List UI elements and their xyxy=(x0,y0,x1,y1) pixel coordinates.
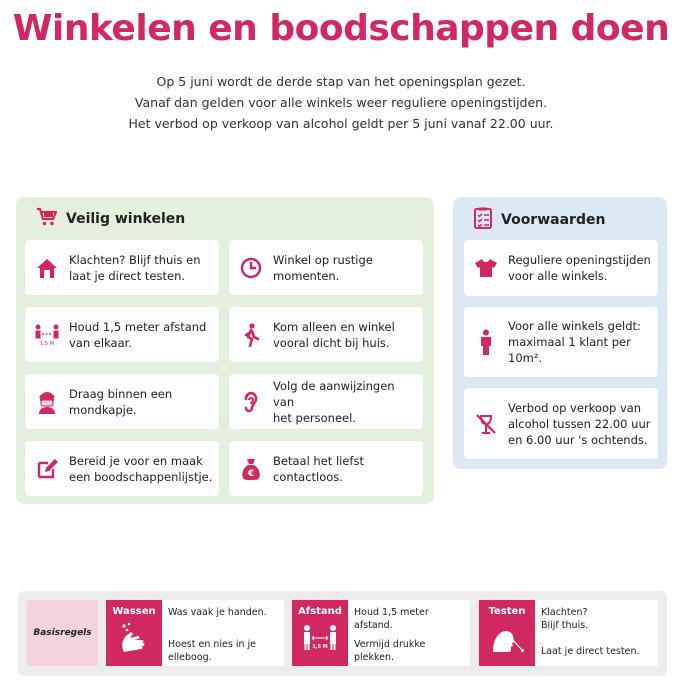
rule-text: Laat je direct testen. xyxy=(541,646,640,657)
condition-card xyxy=(464,240,658,296)
card-text: Volg de aanwijzingen van xyxy=(273,378,395,409)
basisregels-bar xyxy=(18,591,667,676)
condition-card xyxy=(464,307,658,377)
rule-card xyxy=(229,374,423,429)
card-text: vooral dicht bij huis. xyxy=(273,335,390,350)
rule-text: plekken. xyxy=(354,652,395,663)
rule-card xyxy=(229,307,423,362)
card-text: Betaal het liefst xyxy=(273,453,364,468)
rule-tag xyxy=(106,600,162,666)
card-text: het personeel. xyxy=(273,410,356,425)
rule-text: Klachten? xyxy=(541,607,588,618)
card-text: Draag binnen een xyxy=(69,386,173,401)
card-text: alcohol tussen 22.00 uur xyxy=(508,416,651,431)
house-icon xyxy=(25,257,69,279)
basisregel-afstand xyxy=(292,600,470,666)
shopping-cart-icon xyxy=(36,207,58,231)
card-text: mondkapje. xyxy=(69,402,137,417)
veilig-winkelen-panel xyxy=(16,197,434,504)
distance-label: 1,5 M xyxy=(40,340,54,346)
card-text: voor alle winkels. xyxy=(508,269,608,283)
face-mask-icon xyxy=(25,390,69,414)
condition-card xyxy=(464,388,658,459)
panel-title: Veilig winkelen xyxy=(66,211,186,227)
intro-line: Vanaf dan gelden voor alle winkels weer reguliere openingstijden. xyxy=(134,95,548,110)
card-text: laat je direct testen. xyxy=(69,268,186,283)
card-text: Voor alle winkels geldt: xyxy=(508,319,641,333)
rule-text: Hoest en nies in je xyxy=(168,639,257,650)
washing-hands-icon xyxy=(106,622,162,656)
rule-text: Vermijd drukke xyxy=(354,639,426,650)
intro-text xyxy=(0,71,682,134)
rule-text: Houd 1,5 meter afstand. xyxy=(354,607,429,631)
panel-title: Voorwaarden xyxy=(501,212,606,228)
basisregel-wassen xyxy=(106,600,284,666)
rule-card xyxy=(229,441,423,496)
card-text: Klachten? Blijf thuis en xyxy=(69,252,201,267)
test-swab-icon xyxy=(479,622,535,654)
voorwaarden-panel xyxy=(453,197,667,469)
card-text: momenten. xyxy=(273,268,340,283)
rule-card xyxy=(229,240,423,295)
ear-icon xyxy=(229,390,273,414)
rule-card xyxy=(25,307,219,362)
rule-card xyxy=(25,240,219,295)
rule-tag-label: Afstand xyxy=(298,606,342,617)
basisregel-testen xyxy=(479,600,658,666)
person-icon xyxy=(464,329,508,355)
distance-icon xyxy=(25,324,69,346)
money-bag-icon xyxy=(229,457,273,481)
card-text: Bereid je voor en maak xyxy=(69,453,203,468)
distance-label: 1,5 M xyxy=(312,644,328,650)
rule-tag xyxy=(292,600,348,666)
basisregels-label: Basisregels xyxy=(27,600,98,666)
veilig-winkelen-heading xyxy=(36,207,185,231)
card-text: een boodschappenlijstje. xyxy=(69,469,213,484)
rule-text: Was vaak je handen. xyxy=(168,607,267,618)
page-title: Winkelen en boodschappen doen xyxy=(12,8,670,49)
shirt-icon xyxy=(464,258,508,278)
card-text: van elkaar. xyxy=(69,335,132,350)
intro-line: Het verbod op verkoop van alcohol geldt per 5 juni vanaf 22.00 uur. xyxy=(128,116,554,131)
rule-card xyxy=(25,374,219,429)
rule-tag-label: Wassen xyxy=(112,606,156,617)
card-text: Kom alleen en winkel xyxy=(273,319,395,334)
svg-text:€: € xyxy=(247,468,255,479)
distance-icon xyxy=(292,622,348,654)
card-text: Verbod op verkoop van xyxy=(508,400,642,415)
edit-list-icon xyxy=(25,458,69,480)
intro-line: Op 5 juni wordt de derde stap van het openingsplan gezet. xyxy=(156,74,526,89)
card-text: Reguliere openingstijden xyxy=(508,253,651,267)
rule-card xyxy=(25,441,219,496)
clock-icon xyxy=(229,257,273,279)
card-text: Houd 1,5 meter afstand xyxy=(69,319,207,334)
card-text: en 6.00 uur 's ochtends. xyxy=(508,432,648,447)
rule-text: Blijf thuis. xyxy=(541,620,589,631)
no-alcohol-icon xyxy=(464,412,508,436)
card-text: maximaal 1 klant per xyxy=(508,335,631,349)
checklist-icon xyxy=(473,207,493,233)
rule-tag xyxy=(479,600,535,666)
card-text: 10m². xyxy=(508,351,543,365)
walking-person-icon xyxy=(229,323,273,347)
rule-tag-label: Testen xyxy=(488,606,526,617)
card-text: contactloos. xyxy=(273,469,343,484)
rule-text: elleboog. xyxy=(168,652,212,663)
card-text: Winkel op rustige xyxy=(273,252,373,267)
voorwaarden-heading xyxy=(473,207,605,233)
